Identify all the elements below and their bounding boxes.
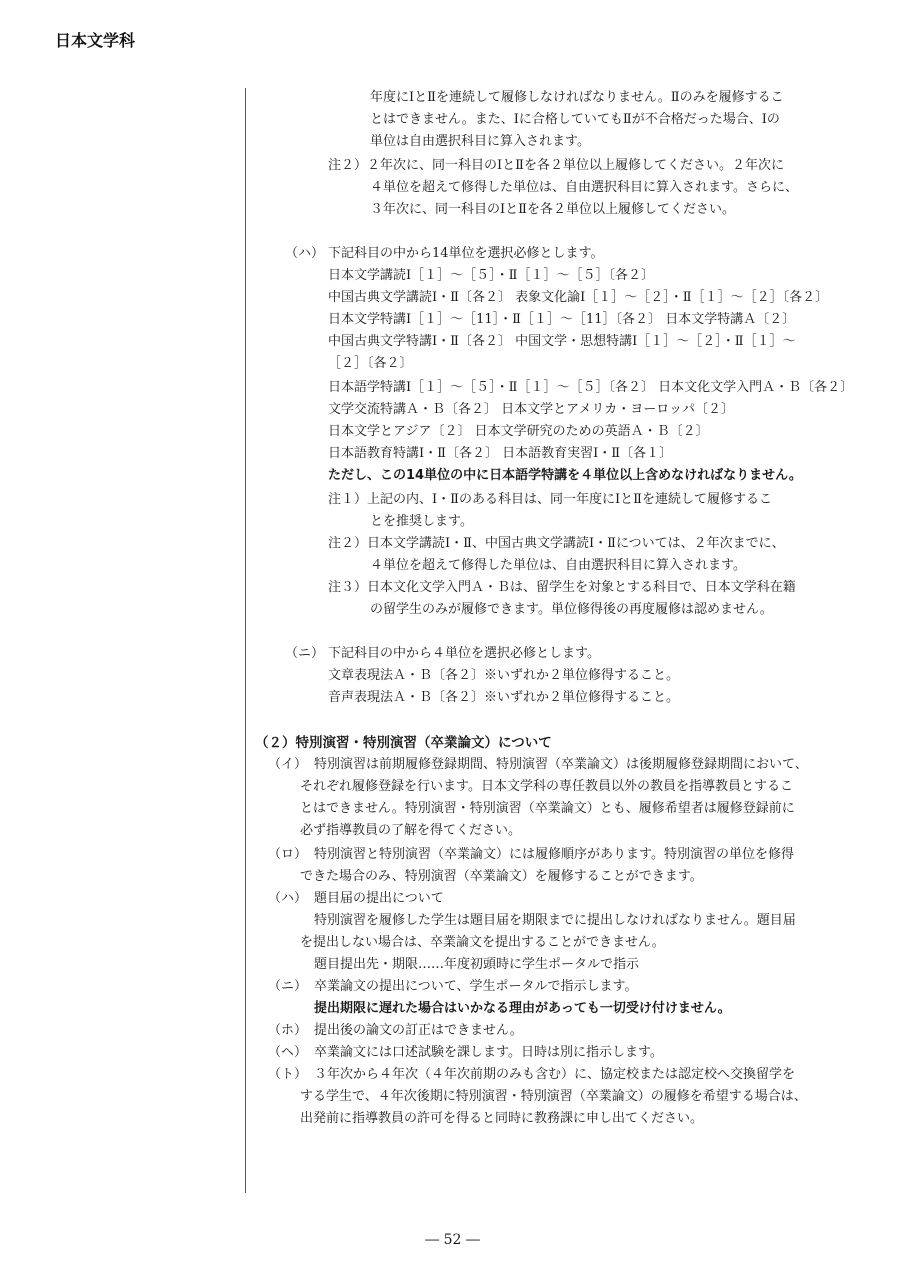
text-line: できた場合のみ、特別演習（卒業論文）を履修することができます。 <box>300 869 703 884</box>
text-line: （ヘ） <box>268 1045 308 1060</box>
text-line: （イ） <box>268 757 308 772</box>
text-line: 音声表現法Ａ・Ｂ〔各２〕※いずれか２単位修得すること。 <box>328 690 680 705</box>
text-line: 特別演習を履修した学生は題目届を期限までに提出しなければなりません。題目届 <box>314 913 796 928</box>
text-line: （ニ） <box>268 979 308 994</box>
text-line: 卒業論文には口述試験を課します。日時は別に指示します。 <box>314 1045 663 1060</box>
text-line: する学生で、４年次後期に特別演習・特別演習（卒業論文）の履修を希望する場合は、 <box>300 1089 807 1104</box>
text-line: 出発前に指導教員の許可を得ると同時に教務課に申し出てください。 <box>300 1111 704 1126</box>
text-line: 注２）日本文学講読Ⅰ・Ⅱ、中国古典文学講読Ⅰ・Ⅱについては、２年次までに、 <box>328 536 785 551</box>
text-line: とはできません。特別演習・特別演習（卒業論文）とも、履修希望者は履修登録前に <box>300 801 795 816</box>
text-line: 日本文学特講Ⅰ［１］～［11］・Ⅱ［１］～［11］〔各２〕 日本文学特講Ａ〔２〕 <box>328 312 796 327</box>
text-line: ４単位を超えて修得した単位は、自由選択科目に算入されます。 <box>370 558 746 573</box>
text-line: 特別演習は前期履修登録期間、特別演習（卒業論文）は後期履修登録期間において、 <box>314 757 808 772</box>
text-line: 下記科目の中から４単位を選択必修とします。 <box>328 646 600 661</box>
margin-rule <box>245 88 246 1193</box>
text-line: （ロ） <box>268 847 308 862</box>
text-line: 文学交流特講Ａ・Ｂ〔各２〕 日本文学とアメリカ・ヨーロッパ〔２〕 <box>328 402 734 417</box>
section-heading: （２）特別演習・特別演習（卒業論文）について <box>255 735 552 751</box>
text-line: 中国古典文学講読Ⅰ・Ⅱ〔各２〕 表象文化論Ⅰ［１］～［２］・Ⅱ［１］～［２］〔各２〕 <box>328 290 829 305</box>
text-line: 単位は自由選択科目に算入されます。 <box>370 134 590 149</box>
text-line: の留学生のみが履修できます。単位修得後の再度履修は認めません。 <box>370 602 773 617</box>
text-line: （ハ） <box>285 246 325 261</box>
text-line: ４単位を超えて修得した単位は、自由選択科目に算入されます。さらに、 <box>370 180 798 195</box>
text-line: （ト） <box>268 1067 308 1082</box>
text-line: 題目届の提出について <box>314 891 444 906</box>
text-line: を提出しない場合は、卒業論文を提出することができません。 <box>300 935 665 950</box>
text-line: ３年次から４年次（４年次前期のみも含む）に、協定校または認定校へ交換留学を <box>314 1067 796 1082</box>
text-line: 提出期限に遅れた場合はいかなる理由があっても一切受け付けません。 <box>314 1001 731 1016</box>
text-line: 年度にⅠとⅡを連続して履修しなければなりません。Ⅱのみを履修するこ <box>370 90 784 105</box>
text-line: 日本文学講読Ⅰ［１］～［５］・Ⅱ［１］～［５］〔各２〕 <box>328 268 654 283</box>
text-line: （ニ） <box>285 646 325 661</box>
text-line: 文章表現法Ａ・Ｂ〔各２〕※いずれか２単位修得すること。 <box>328 668 680 683</box>
text-line: 特別演習と特別演習（卒業論文）には履修順序があります。特別演習の単位を修得 <box>314 847 794 862</box>
text-line: 必ず指導教員の了解を得てください。 <box>300 823 522 838</box>
text-line: とはできません。また、Ⅰに合格していてもⅡが不合格だった場合、Ⅰの <box>370 112 780 127</box>
text-line: 日本語学特講Ⅰ［１］～［５］・Ⅱ［１］～［５］〔各２〕 日本文化文学入門Ａ・Ｂ〔各２〕 <box>328 380 854 395</box>
text-line: ［２］〔各２〕 <box>328 356 413 371</box>
text-line: 下記科目の中から14単位を選択必修とします。 <box>328 246 604 261</box>
text-line: 提出後の論文の訂正はできません。 <box>314 1023 523 1038</box>
section-header: 日本文学科 <box>55 31 136 50</box>
text-line: 日本文学とアジア〔２〕 日本文学研究のための英語Ａ・Ｂ〔２〕 <box>328 424 709 439</box>
text-line: 注１）上記の内、Ⅰ・Ⅱのある科目は、同一年度にⅠとⅡを連続して履修するこ <box>328 492 772 507</box>
text-line: 中国古典文学特講Ⅰ・Ⅱ〔各２〕 中国文学・思想特講Ⅰ［１］～［２］・Ⅱ［１］～ <box>328 334 796 349</box>
text-line: （ハ） <box>268 891 308 906</box>
text-line: 題目提出先・期限……年度初頭時に学生ポータルで指示 <box>314 957 640 972</box>
text-line: ３年次に、同一科目のⅠとⅡを各２単位以上履修してください。 <box>370 202 735 217</box>
text-line: 注３）日本文化文学入門Ａ・Ｂは、留学生を対象とする科目で、日本文学科在籍 <box>328 580 796 595</box>
text-line: 日本語教育特講Ⅰ・Ⅱ〔各２〕 日本語教育実習Ⅰ・Ⅱ〔各１〕 <box>328 446 673 461</box>
text-line: （ホ） <box>268 1023 308 1038</box>
text-line: 注２）２年次に、同一科目のⅠとⅡを各２単位以上履修してください。２年次に <box>328 158 784 173</box>
text-line: とを推奨します。 <box>370 514 473 529</box>
text-line: 卒業論文の提出について、学生ポータルで指示します。 <box>314 979 638 994</box>
text-line: ただし、この14単位の中に日本語学特講を４単位以上含めなければなりません。 <box>328 468 802 483</box>
text-line: それぞれ履修登録を行います。日本文学科の専任教員以外の教員を指導教員とするこ <box>300 779 793 794</box>
page-number: ― 52 ― <box>425 1232 480 1248</box>
